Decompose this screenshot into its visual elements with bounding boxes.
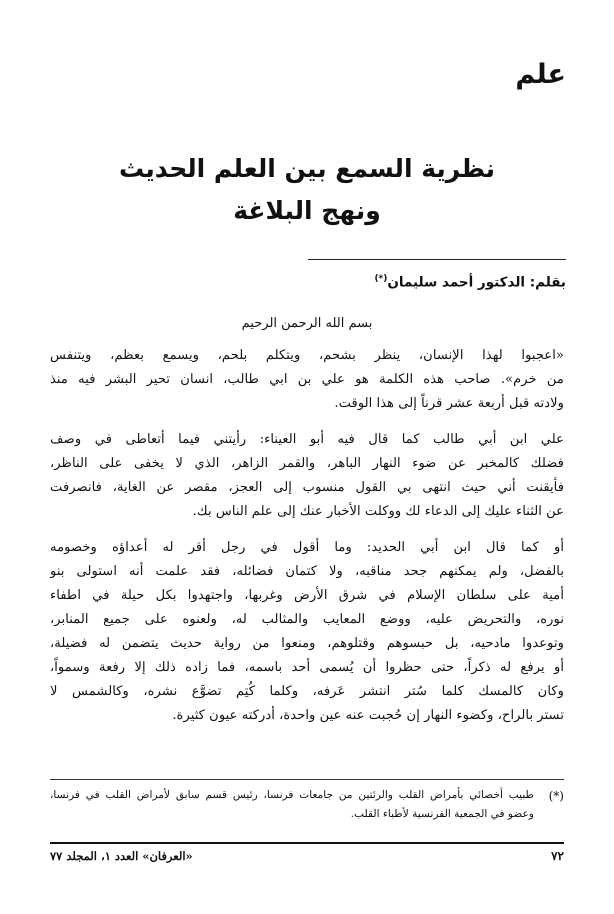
text-line: وكان كالمسك كلما سُتر انتشر عَرفه، وكلما كُتِم تضوَّع نشره، وكالشمس لا xyxy=(50,684,564,699)
footnote-line: وعضو في الجمعية الفرنسية لأطباء القلب. xyxy=(350,808,534,820)
footnote-marker: (*) xyxy=(548,789,564,803)
footnote-text xyxy=(50,786,534,824)
title-line-2: ونهج البلاغة xyxy=(233,196,381,225)
author-byline xyxy=(266,268,566,294)
text-line: أو كما قال ابن أبي الحديد: وما أقول في رجل أقر له أعداؤه وخصومه xyxy=(50,540,564,555)
text-line: نوره، والتحريض عليه، ووضع المعايب والمثالب له، ولعنوه على جميع المنابر، xyxy=(50,612,564,627)
text-line: علي ابن أبي طالب كما قال فيه أبو العيناء: رأيتني فيما أتعاطى في وصف xyxy=(50,432,564,447)
text-line: وتوعدوا مادحيه، بل حبسوهم وقتلوهم، ومنعوا من رواية حديث يتضمن له فضيلة، xyxy=(50,636,564,651)
text-line: أمية على سلطان الإسلام في شرق الأرض وغربها، واجتهدوا بكل حيلة في اطفاء xyxy=(50,588,564,603)
author-name: بقلم: الدكتور أحمد سليمان xyxy=(387,274,566,291)
text-line: ولادته قبل أربعة عشر قرناً إلى هذا الوقت. xyxy=(334,396,564,411)
text-line: من خرم». صاحب هذه الكلمة هو علي بن ابي طالب، انسان تحير البشر فيه منذ xyxy=(50,372,564,387)
paragraph-3 xyxy=(50,536,564,728)
footnote-rule xyxy=(50,779,564,780)
text-line: تستر بالراح، وكضوء النهار إن حُجبت عنه عين واحدة، أدركته عيون كثيرة. xyxy=(172,708,564,723)
article-body xyxy=(50,344,564,740)
footer-rule xyxy=(50,842,564,844)
paragraph-1 xyxy=(50,344,564,416)
paragraph-2 xyxy=(50,428,564,524)
text-line: عن الثناء عليك إلى الدعاء لك ووكلت الأخبار عنك إلى علم الناس بك. xyxy=(192,504,564,519)
text-line: «اعجبوا لهذا الإنسان، ينظر بشحم، ويتكلم بلحم، ويسمع بعظم، ويتنفس xyxy=(50,348,564,363)
running-head: «العرفان» العدد ١، المجلد ٧٧ xyxy=(50,849,193,863)
basmala: بسم الله الرحمن الرحيم xyxy=(241,316,373,331)
title-line-1: نظرية السمع بين العلم الحديث xyxy=(118,154,496,183)
author-note-marker: (*) xyxy=(374,274,388,284)
text-line: أو يرفع له ذكراً، حتى حظروا أن يُسمى أحد باسمه، فما زاده ذلك إلا رفعة وسمواً، xyxy=(50,660,564,675)
text-line: بالفضل، ولم يمكنهم جحد مناقبه، ولا كتمان فضائله، فقد علمت أنه استولى بنو xyxy=(50,564,564,579)
section-label: علم xyxy=(515,59,566,90)
text-line: فأيقنت أني حيث انتهى بي القول منسوب إلى العجز، مقصر عن الغاية، فانصرفت xyxy=(50,480,564,495)
article-title xyxy=(60,148,554,232)
page-number: ٧٢ xyxy=(551,849,564,863)
byline-rule xyxy=(308,259,566,260)
footnote xyxy=(50,786,564,824)
footnote-line: طبيب أخصائي بأمراض القلب والرئتين من جامعات فرنسا، رئيس قسم سابق لأمراض القلب في فرنسا، xyxy=(50,789,534,801)
text-line: فضلك كالمخبر عن ضوء النهار الباهر، والقمر الزاهر، الذي لا يخفى على الناظر، xyxy=(50,456,564,471)
